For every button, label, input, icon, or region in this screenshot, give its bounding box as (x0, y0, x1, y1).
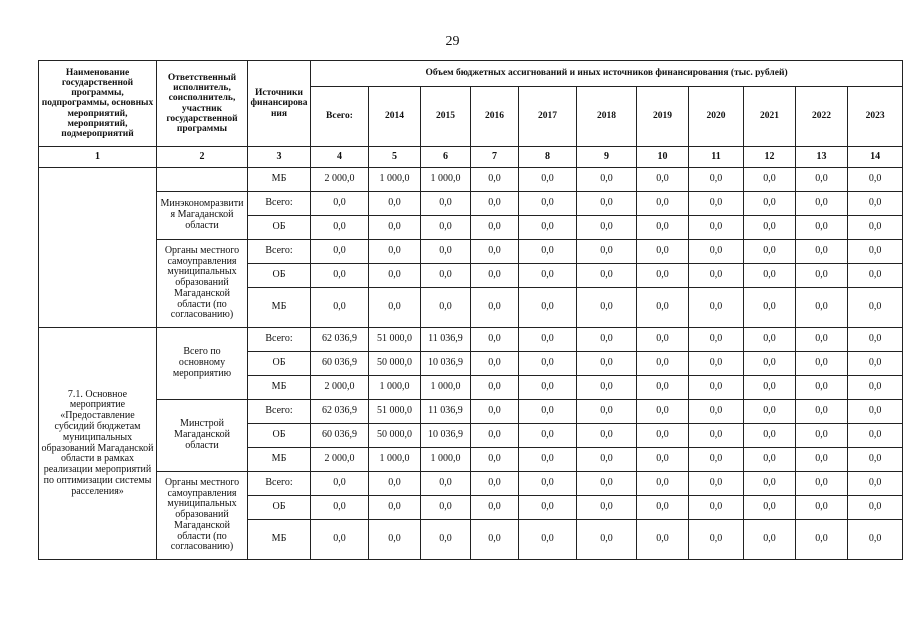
source-cell: МБ (248, 168, 311, 192)
column-number: 11 (689, 147, 744, 168)
value-cell: 0,0 (848, 472, 903, 496)
value-cell: 0,0 (637, 216, 689, 240)
value-cell: 0,0 (637, 240, 689, 264)
value-cell: 1 000,0 (369, 448, 421, 472)
header-year: 2022 (796, 87, 848, 147)
value-cell: 0,0 (519, 352, 577, 376)
value-cell: 0,0 (311, 264, 369, 288)
value-cell: 0,0 (689, 448, 744, 472)
header-total: Всего: (311, 87, 369, 147)
value-cell: 0,0 (744, 496, 796, 520)
value-cell: 0,0 (311, 496, 369, 520)
value-cell: 0,0 (471, 472, 519, 496)
source-cell: МБ (248, 376, 311, 400)
value-cell: 0,0 (637, 352, 689, 376)
page-number: 29 (445, 34, 460, 49)
value-cell: 0,0 (519, 472, 577, 496)
value-cell: 0,0 (637, 376, 689, 400)
column-number: 14 (848, 147, 903, 168)
value-cell: 0,0 (577, 288, 637, 328)
value-cell: 0,0 (421, 496, 471, 520)
value-cell: 0,0 (471, 240, 519, 264)
value-cell: 0,0 (689, 288, 744, 328)
value-cell: 0,0 (744, 400, 796, 424)
source-cell: ОБ (248, 424, 311, 448)
value-cell: 0,0 (577, 520, 637, 560)
header-year: 2021 (744, 87, 796, 147)
value-cell: 11 036,9 (421, 400, 471, 424)
value-cell: 0,0 (848, 424, 903, 448)
value-cell: 0,0 (369, 192, 421, 216)
value-cell: 0,0 (848, 168, 903, 192)
table-row (39, 400, 903, 424)
value-cell: 0,0 (637, 424, 689, 448)
value-cell: 0,0 (471, 496, 519, 520)
main-event-7-1: 7.1. Основное мероприятие «Предоставление субсидий бюджетам муниципальных образований Магаданской области в рамках реализации мероприятий по оптимизации системы расселения» (39, 328, 157, 560)
source-cell: Всего: (248, 400, 311, 424)
table-row (39, 168, 903, 192)
value-cell: 0,0 (848, 264, 903, 288)
value-cell: 1 000,0 (421, 448, 471, 472)
source-cell: ОБ (248, 216, 311, 240)
header-year: 2023 (848, 87, 903, 147)
value-cell: 0,0 (689, 496, 744, 520)
column-number: 9 (577, 147, 637, 168)
value-cell: 0,0 (637, 328, 689, 352)
value-cell: 0,0 (796, 472, 848, 496)
value-cell: 1 000,0 (421, 168, 471, 192)
value-cell: 0,0 (577, 216, 637, 240)
value-cell: 0,0 (519, 328, 577, 352)
value-cell: 0,0 (577, 328, 637, 352)
header-year: 2019 (637, 87, 689, 147)
source-cell: Всего: (248, 472, 311, 496)
source-cell: Всего: (248, 328, 311, 352)
value-cell: 0,0 (689, 472, 744, 496)
value-cell: 60 036,9 (311, 352, 369, 376)
value-cell: 0,0 (421, 472, 471, 496)
value-cell: 0,0 (519, 264, 577, 288)
budget-table (38, 60, 903, 560)
value-cell: 0,0 (577, 352, 637, 376)
value-cell: 0,0 (689, 352, 744, 376)
value-cell: 0,0 (577, 376, 637, 400)
header-year: 2017 (519, 87, 577, 147)
value-cell: 0,0 (689, 240, 744, 264)
value-cell: 0,0 (848, 192, 903, 216)
value-cell: 0,0 (796, 496, 848, 520)
column-number-row (39, 147, 903, 168)
header-executor: Ответственный исполнитель, соисполнитель, участник государственной программы (157, 61, 248, 147)
column-number: 3 (248, 147, 311, 168)
value-cell: 0,0 (689, 192, 744, 216)
value-cell: 10 036,9 (421, 424, 471, 448)
header-year: 2020 (689, 87, 744, 147)
value-cell: 0,0 (637, 448, 689, 472)
value-cell: 0,0 (519, 400, 577, 424)
executor-minecon: Минэкономразвити я Магаданской области (157, 192, 248, 240)
value-cell: 0,0 (637, 520, 689, 560)
value-cell: 0,0 (637, 168, 689, 192)
value-cell: 0,0 (848, 448, 903, 472)
source-cell: ОБ (248, 352, 311, 376)
value-cell: 0,0 (311, 288, 369, 328)
value-cell: 0,0 (637, 496, 689, 520)
value-cell: 0,0 (796, 376, 848, 400)
source-cell: ОБ (248, 496, 311, 520)
value-cell: 0,0 (796, 192, 848, 216)
value-cell: 0,0 (471, 424, 519, 448)
value-cell: 0,0 (796, 352, 848, 376)
column-number: 10 (637, 147, 689, 168)
column-number: 6 (421, 147, 471, 168)
column-number: 7 (471, 147, 519, 168)
value-cell: 11 036,9 (421, 328, 471, 352)
value-cell: 0,0 (848, 400, 903, 424)
source-cell: МБ (248, 520, 311, 560)
value-cell: 0,0 (577, 448, 637, 472)
value-cell: 0,0 (471, 264, 519, 288)
value-cell: 0,0 (369, 264, 421, 288)
value-cell: 0,0 (689, 520, 744, 560)
value-cell: 51 000,0 (369, 400, 421, 424)
value-cell: 0,0 (796, 264, 848, 288)
value-cell: 0,0 (796, 328, 848, 352)
value-cell: 0,0 (519, 216, 577, 240)
value-cell: 0,0 (796, 520, 848, 560)
value-cell: 0,0 (796, 424, 848, 448)
value-cell: 62 036,9 (311, 400, 369, 424)
value-cell: 0,0 (519, 496, 577, 520)
value-cell: 0,0 (637, 472, 689, 496)
value-cell: 0,0 (519, 240, 577, 264)
value-cell: 0,0 (311, 216, 369, 240)
value-cell: 0,0 (421, 264, 471, 288)
value-cell: 0,0 (369, 216, 421, 240)
column-number: 5 (369, 147, 421, 168)
value-cell: 0,0 (744, 264, 796, 288)
value-cell: 0,0 (471, 216, 519, 240)
value-cell: 0,0 (848, 376, 903, 400)
value-cell: 0,0 (848, 496, 903, 520)
value-cell: 0,0 (369, 288, 421, 328)
value-cell: 0,0 (689, 216, 744, 240)
value-cell: 0,0 (471, 400, 519, 424)
executor-local-government-2: Органы местного самоуправления муниципальных образований Магаданской области (по согласованию) (157, 472, 248, 560)
value-cell: 0,0 (689, 376, 744, 400)
value-cell: 0,0 (637, 288, 689, 328)
source-cell: ОБ (248, 264, 311, 288)
value-cell: 50 000,0 (369, 424, 421, 448)
value-cell: 0,0 (421, 288, 471, 328)
value-cell: 0,0 (796, 216, 848, 240)
value-cell: 0,0 (744, 288, 796, 328)
value-cell: 0,0 (369, 496, 421, 520)
executor-minstroy: Минстрой Магаданской области (157, 400, 248, 472)
table-row (39, 328, 903, 352)
header-year: 2018 (577, 87, 637, 147)
value-cell: 0,0 (519, 424, 577, 448)
value-cell: 0,0 (689, 424, 744, 448)
value-cell: 0,0 (311, 520, 369, 560)
value-cell: 0,0 (848, 520, 903, 560)
value-cell: 0,0 (744, 352, 796, 376)
column-number: 1 (39, 147, 157, 168)
value-cell: 2 000,0 (311, 376, 369, 400)
value-cell: 0,0 (796, 240, 848, 264)
table-row (39, 240, 903, 264)
value-cell: 0,0 (421, 240, 471, 264)
column-number: 2 (157, 147, 248, 168)
value-cell: 0,0 (369, 472, 421, 496)
value-cell: 0,0 (637, 264, 689, 288)
value-cell: 0,0 (471, 520, 519, 560)
value-cell: 0,0 (796, 400, 848, 424)
value-cell: 0,0 (311, 472, 369, 496)
value-cell: 0,0 (577, 240, 637, 264)
value-cell: 0,0 (637, 192, 689, 216)
value-cell: 0,0 (311, 192, 369, 216)
value-cell: 0,0 (471, 192, 519, 216)
value-cell: 0,0 (744, 520, 796, 560)
value-cell: 0,0 (744, 168, 796, 192)
column-number: 8 (519, 147, 577, 168)
value-cell: 0,0 (637, 400, 689, 424)
header-program-name: Наименование государственной программы, подпрограммы, основных мероприятий, мероприятий, подмероприятий (39, 61, 157, 147)
executor-cell-empty (157, 168, 248, 192)
value-cell: 0,0 (519, 168, 577, 192)
executor-local-government: Органы местного самоуправления муниципальных образований Магаданской области (по согласованию) (157, 240, 248, 328)
value-cell: 0,0 (421, 216, 471, 240)
source-cell: МБ (248, 448, 311, 472)
value-cell: 0,0 (744, 328, 796, 352)
value-cell: 0,0 (471, 168, 519, 192)
value-cell: 0,0 (796, 168, 848, 192)
column-number: 12 (744, 147, 796, 168)
value-cell: 0,0 (577, 424, 637, 448)
value-cell: 0,0 (848, 216, 903, 240)
value-cell: 0,0 (471, 288, 519, 328)
value-cell: 0,0 (848, 352, 903, 376)
header-budget-volume: Объем бюджетных ассигнований и иных источников финансирования (тыс. рублей) (311, 61, 903, 87)
value-cell: 0,0 (471, 352, 519, 376)
value-cell: 0,0 (519, 448, 577, 472)
value-cell: 62 036,9 (311, 328, 369, 352)
column-number: 13 (796, 147, 848, 168)
value-cell: 0,0 (848, 240, 903, 264)
value-cell: 51 000,0 (369, 328, 421, 352)
value-cell: 0,0 (577, 496, 637, 520)
value-cell: 60 036,9 (311, 424, 369, 448)
source-cell: МБ (248, 288, 311, 328)
value-cell: 0,0 (577, 264, 637, 288)
value-cell: 0,0 (796, 448, 848, 472)
source-cell: Всего: (248, 192, 311, 216)
value-cell: 0,0 (519, 520, 577, 560)
value-cell: 0,0 (848, 328, 903, 352)
value-cell: 2 000,0 (311, 448, 369, 472)
value-cell: 0,0 (519, 192, 577, 216)
header-year: 2016 (471, 87, 519, 147)
value-cell: 0,0 (421, 520, 471, 560)
value-cell: 0,0 (796, 288, 848, 328)
source-cell: Всего: (248, 240, 311, 264)
value-cell: 0,0 (519, 376, 577, 400)
value-cell: 0,0 (744, 216, 796, 240)
program-name-cell-empty (39, 168, 157, 328)
value-cell: 10 036,9 (421, 352, 471, 376)
value-cell: 0,0 (744, 192, 796, 216)
column-number: 4 (311, 147, 369, 168)
value-cell: 0,0 (744, 472, 796, 496)
value-cell: 0,0 (421, 192, 471, 216)
executor-total-event: Всего по основному мероприятию (157, 328, 248, 400)
value-cell: 0,0 (577, 168, 637, 192)
value-cell: 0,0 (369, 240, 421, 264)
value-cell: 1 000,0 (369, 376, 421, 400)
header-year: 2014 (369, 87, 421, 147)
value-cell: 0,0 (744, 240, 796, 264)
value-cell: 0,0 (744, 424, 796, 448)
value-cell: 0,0 (744, 376, 796, 400)
value-cell: 0,0 (744, 448, 796, 472)
value-cell: 0,0 (689, 400, 744, 424)
value-cell: 0,0 (369, 520, 421, 560)
value-cell: 0,0 (471, 376, 519, 400)
value-cell: 0,0 (577, 400, 637, 424)
table-row (39, 192, 903, 216)
value-cell: 0,0 (848, 288, 903, 328)
value-cell: 0,0 (577, 192, 637, 216)
table-row (39, 472, 903, 496)
value-cell: 0,0 (689, 168, 744, 192)
value-cell: 0,0 (689, 264, 744, 288)
value-cell: 0,0 (311, 240, 369, 264)
value-cell: 1 000,0 (421, 376, 471, 400)
value-cell: 0,0 (519, 288, 577, 328)
value-cell: 0,0 (471, 448, 519, 472)
value-cell: 0,0 (577, 472, 637, 496)
value-cell: 0,0 (689, 328, 744, 352)
header-funding-source: Источники финансирова ния (248, 61, 311, 147)
value-cell: 1 000,0 (369, 168, 421, 192)
header-year: 2015 (421, 87, 471, 147)
value-cell: 50 000,0 (369, 352, 421, 376)
value-cell: 0,0 (471, 328, 519, 352)
value-cell: 2 000,0 (311, 168, 369, 192)
